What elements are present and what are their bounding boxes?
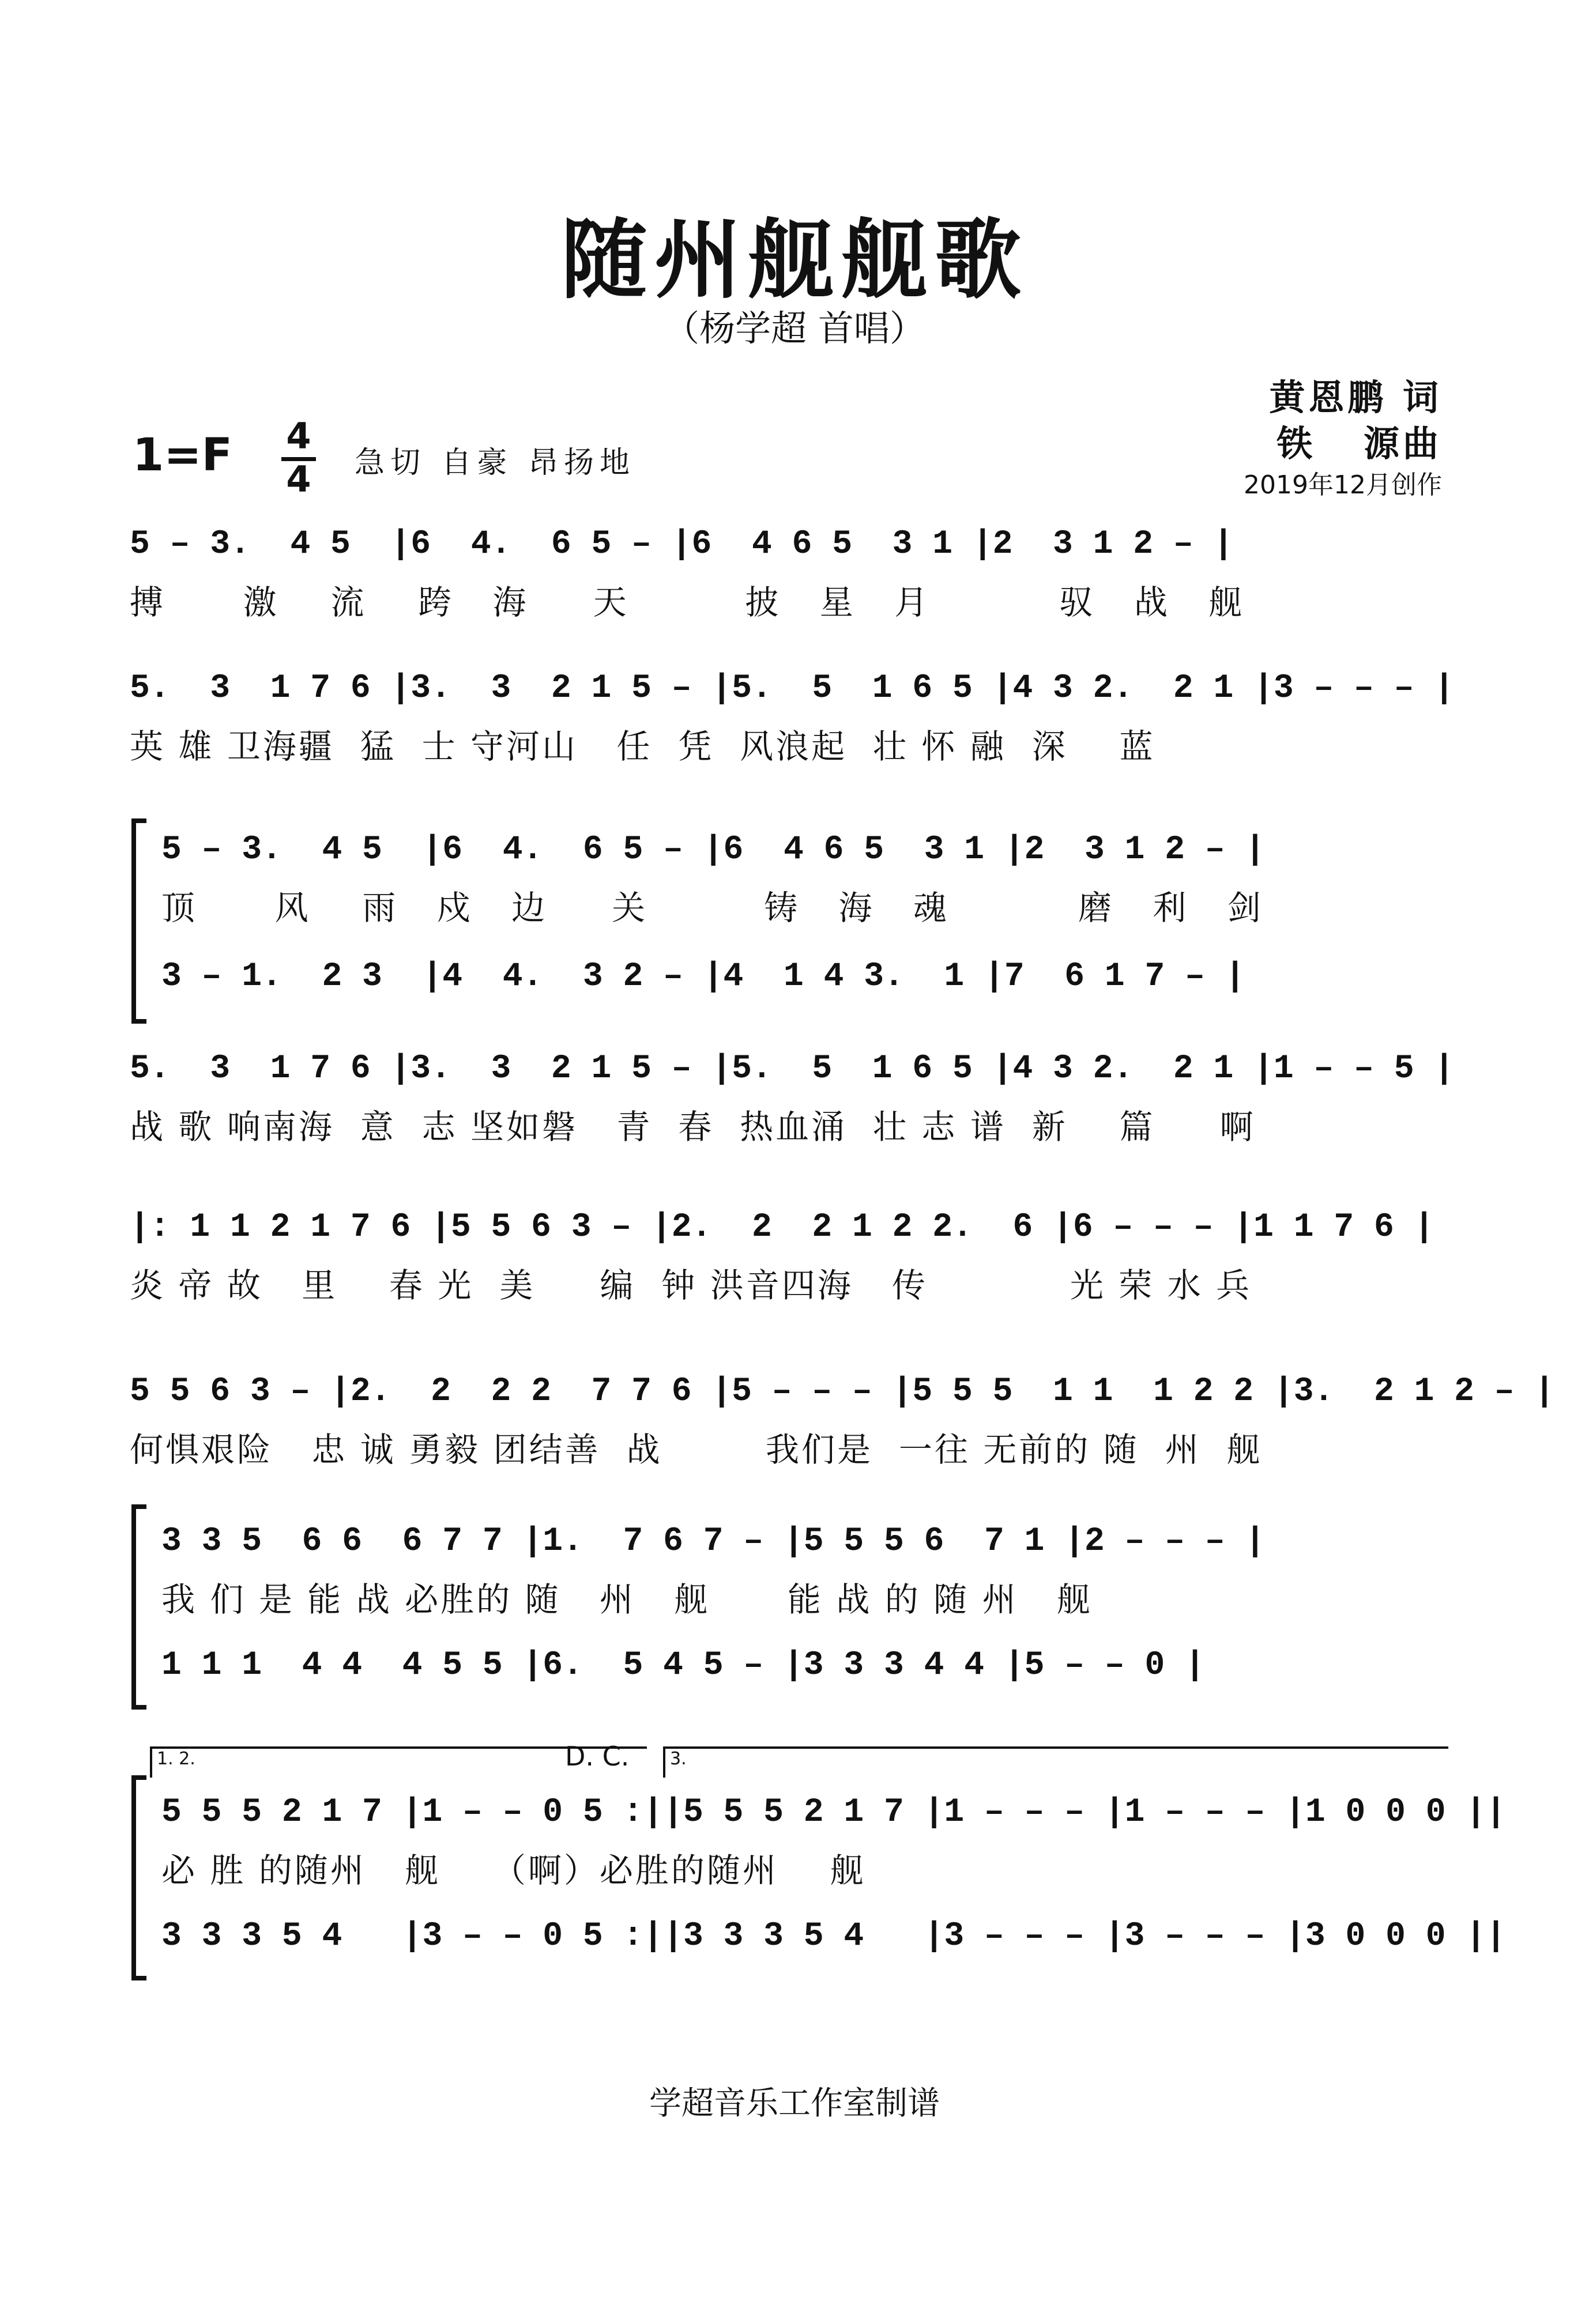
lyrics-row: 搏 激 流 跨 海 天 披 星 月 驭 战 舰	[130, 583, 1245, 622]
da-capo-mark: D. C.	[565, 1741, 630, 1772]
song-title: 随州舰舰歌	[560, 210, 1028, 311]
notes-row: 5 5 5 2 1 7 |1 – – 0 5 :||5 5 5 2 1 7 |1 – – – |1 – – – |1 0 0 0 ||	[161, 1794, 1506, 1831]
tempo-marking: 急切 自豪 昂扬地	[355, 446, 636, 480]
system-bracket	[131, 818, 146, 1024]
lyrics-row: 炎 帝 故 里 春 光 美 编 钟 洪音四海 传 光 荣 水 兵	[130, 1266, 1252, 1305]
footer-credit: 学超音乐工作室制谱	[649, 2085, 940, 2122]
lyrics-row: 英 雄 卫海疆 猛 士 守河山 任 凭 风浪起 壮 怀 融 深 蓝	[130, 727, 1155, 766]
lyrics-row: 必 胜 的随州 舰 （啊）必胜的随州 舰	[161, 1851, 866, 1890]
composer-credit: 铁 源曲	[1277, 422, 1442, 465]
notes-row: 3 3 3 5 4 |3 – – 0 5 :||3 3 3 5 4 |3 – – – |3 – – – |3 0 0 0 ||	[161, 1918, 1506, 1955]
time-signature-bottom: 4	[286, 458, 311, 500]
notes-row: 5 – 3. 4 5 |6 4. 6 5 – |6 4 6 5 3 1 |2 3 1 2 – |	[130, 526, 1234, 563]
key-signature: 1=F	[133, 429, 232, 481]
notes-row: 5. 3 1 7 6 |3. 3 2 1 5 – |5. 5 1 6 5 |4 3 2. 2 1 |1 – – 5 |	[130, 1050, 1455, 1088]
lyrics-row: 战 歌 响南海 意 志 坚如磐 青 春 热血涌 壮 志 谱 新 篇 啊	[130, 1107, 1256, 1146]
system-bracket	[131, 1504, 146, 1710]
time-signature-top: 4	[281, 418, 316, 461]
creation-date: 2019年12月创作	[1244, 470, 1442, 500]
volta-3: 3.	[663, 1746, 1448, 1778]
song-subtitle: （杨学超 首唱）	[664, 307, 925, 349]
notes-row: 5. 3 1 7 6 |3. 3 2 1 5 – |5. 5 1 6 5 |4 3 2. 2 1 |3 – – – |	[130, 670, 1455, 707]
time-signature	[281, 415, 316, 500]
lyrics-row: 何惧艰险 忠 诚 勇毅 团结善 战 我们是 一往 无前的 随 州 舰	[130, 1430, 1263, 1469]
notes-row: 3 – 1. 2 3 |4 4. 3 2 – |4 1 4 3. 1 |7 6 1 7 – |	[161, 958, 1245, 995]
lyrics-row: 顶 风 雨 戍 边 关 铸 海 魂 磨 利 剑	[161, 888, 1263, 927]
lyricist-credit: 黄恩鹏 词	[1269, 376, 1442, 418]
system-bracket	[131, 1775, 146, 1980]
notes-row: 5 – 3. 4 5 |6 4. 6 5 – |6 4 6 5 3 1 |2 3 1 2 – |	[161, 831, 1266, 869]
notes-row: |: 1 1 2 1 7 6 |5 5 6 3 – |2. 2 2 1 2 2. 6 |6 – – – |1 1 7 6 |	[130, 1209, 1434, 1246]
notes-row: 3 3 5 6 6 6 7 7 |1. 7 6 7 – |5 5 5 6 7 1 |2 – – – |	[161, 1523, 1266, 1560]
notes-row: 1 1 1 4 4 4 5 5 |6. 5 4 5 – |3 3 3 4 4 |5 – – 0 |	[161, 1647, 1205, 1684]
volta-1-2: 1. 2.	[150, 1746, 647, 1778]
notes-row: 5 5 6 3 – |2. 2 2 2 7 7 6 |5 – – – |5 5 5 1 1 1 2 2 |3. 2 1 2 – |	[130, 1373, 1555, 1410]
lyrics-row: 我 们 是 能 战 必胜的 随 州 舰 能 战 的 随 州 舰	[161, 1580, 1093, 1619]
